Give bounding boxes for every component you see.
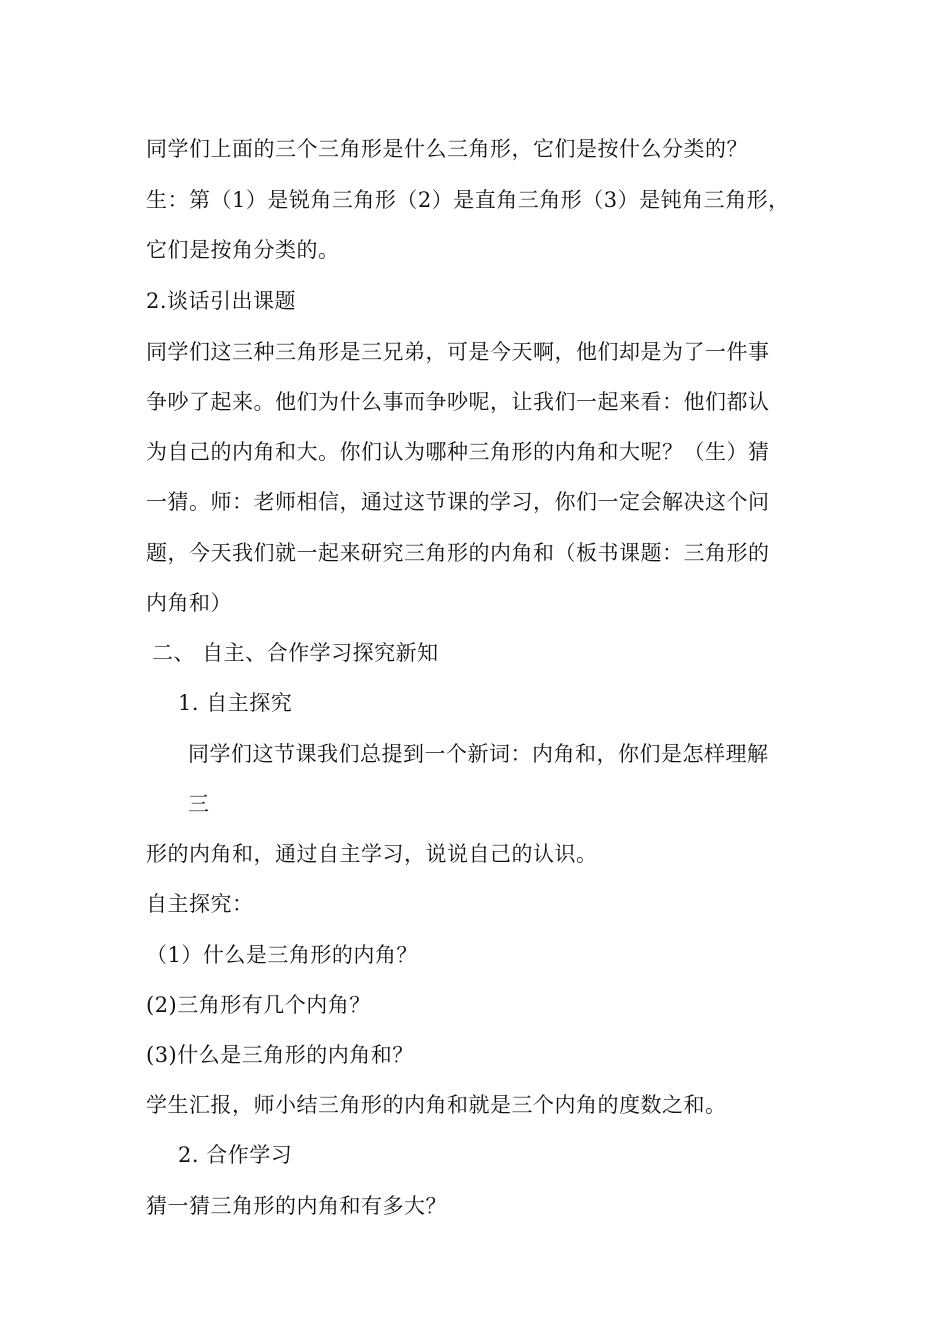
text-line-1: 同学们上面的三个三角形是什么三角形，它们是按什么分类的？	[146, 137, 748, 161]
text-line-9: 题，今天我们就一起来研究三角形的内角和（板书课题：三角形的	[146, 541, 770, 565]
text-line-7: 为自己的内角和大。你们认为哪种三角形的内角和大呢？（生）猜	[146, 440, 770, 464]
text-line-6: 争吵了起来。他们为什么事而争吵呢，让我们一起来看：他们都认	[146, 390, 770, 414]
question-2: (2)三角形有几个内角？	[146, 993, 371, 1017]
section-heading-two: 二、 自主、合作学习探究新知	[152, 641, 439, 665]
text-line-20: 学生汇报，师小结三角形的内角和就是三个内角的度数之和。	[146, 1093, 727, 1117]
text-line-22: 猜一猜三角形的内角和有多大？	[146, 1194, 447, 1218]
text-line-14: 三	[188, 792, 210, 816]
text-line-13: 同学们这节课我们总提到一个新词：内角和，你们是怎样理解	[188, 742, 769, 766]
text-line-5: 同学们这三种三角形是三兄弟，可是今天啊，他们却是为了一件事	[146, 340, 770, 364]
question-3: (3)什么是三角形的内角和？	[146, 1043, 414, 1067]
text-line-8: 一猜。师：老师相信，通过这节课的学习，你们一定会解决这个问	[146, 490, 770, 514]
text-line-10: 内角和）	[146, 591, 232, 615]
text-line-16: 自主探究：	[146, 892, 254, 916]
question-1: （1）什么是三角形的内角？	[146, 943, 418, 967]
subheading-self-study: 1. 自主探究	[178, 691, 293, 715]
subheading-cooperative-study: 2. 合作学习	[178, 1143, 293, 1167]
text-line-15: 形的内角和，通过自主学习，说说自己的认识。	[146, 842, 598, 866]
text-line-3: 它们是按角分类的。	[146, 238, 340, 262]
section-heading-2: 2.谈话引出课题	[146, 289, 297, 313]
text-line-2: 生：第（1）是锐角三角形（2）是直角三角形（3）是钝角三角形，	[146, 188, 790, 212]
